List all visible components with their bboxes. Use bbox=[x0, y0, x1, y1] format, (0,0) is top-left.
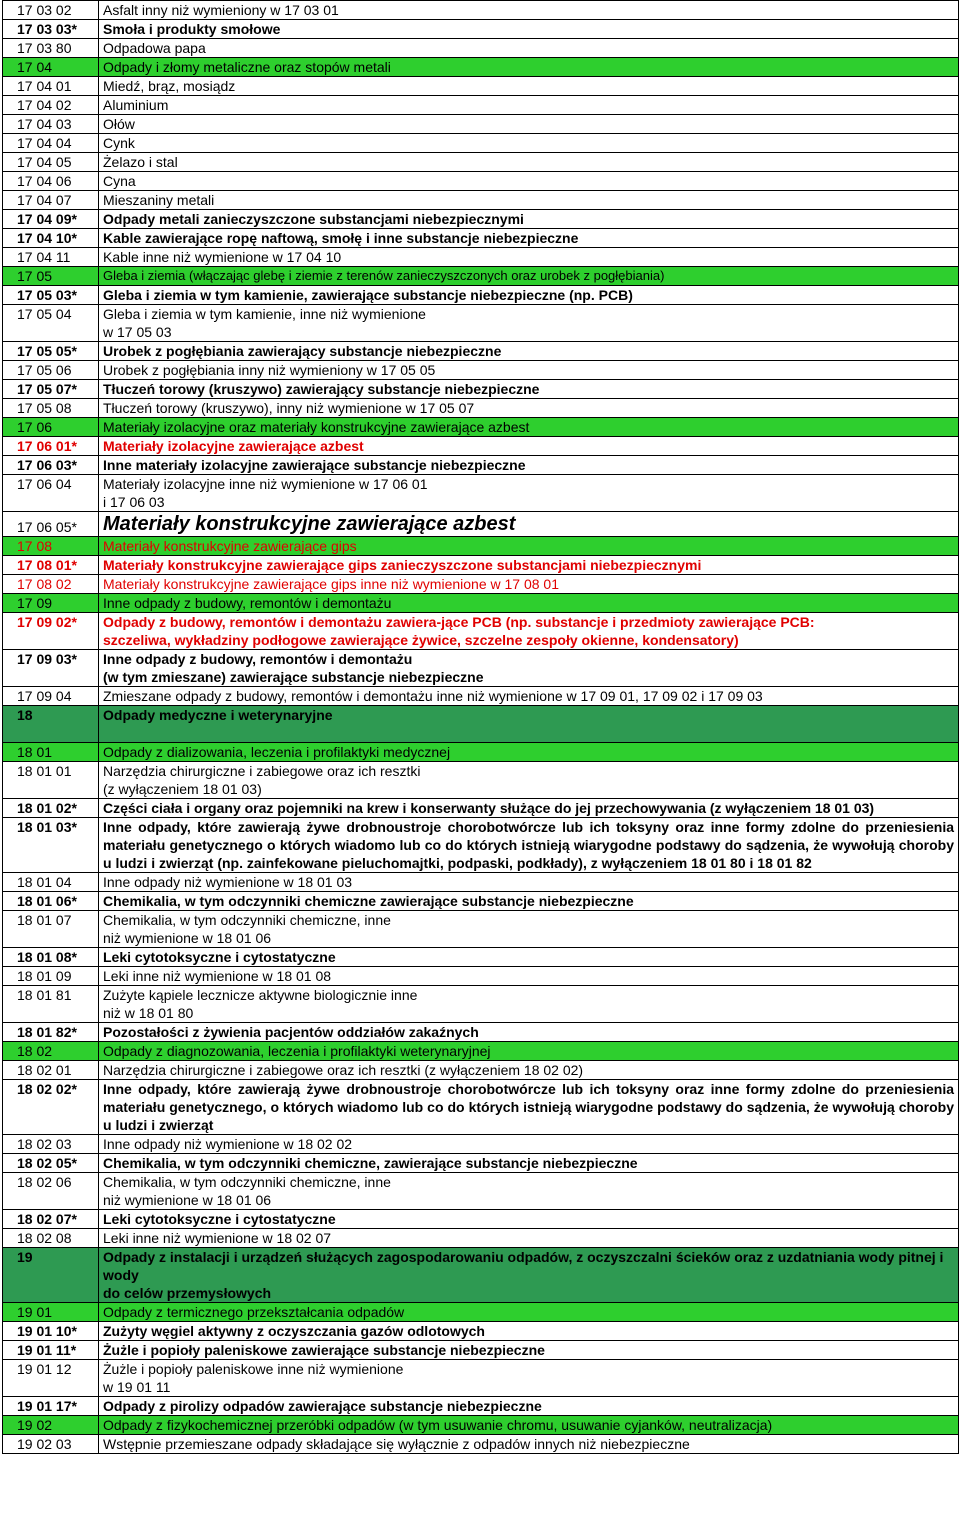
waste-description-cell: Inne materiały izolacyjne zawierające substancje niebezpieczne bbox=[99, 456, 959, 475]
waste-description-cell: Odpadowa papa bbox=[99, 39, 959, 58]
table-row bbox=[3, 743, 959, 762]
table-row bbox=[3, 1322, 959, 1341]
waste-code-cell: 19 01 17* bbox=[3, 1397, 99, 1416]
table-row bbox=[3, 1042, 959, 1061]
waste-code-cell: 17 05 bbox=[3, 267, 99, 286]
waste-code-cell: 17 09 04 bbox=[3, 687, 99, 706]
waste-code-cell: 17 05 04 bbox=[3, 305, 99, 342]
waste-code-table bbox=[2, 0, 959, 1454]
table-row bbox=[3, 575, 959, 594]
waste-description-cell: Leki inne niż wymienione w 18 02 07 bbox=[99, 1229, 959, 1248]
waste-description-cell: Inne odpady z budowy, remontów i demontażu (w tym zmieszane) zawierające substancje niebezpieczne bbox=[99, 650, 959, 687]
waste-description-cell: Gleba i ziemia w tym kamienie, zawierające substancje niebezpieczne (np. PCB) bbox=[99, 286, 959, 305]
waste-description-cell: Żużle i popioły paleniskowe zawierające substancje niebezpieczne bbox=[99, 1341, 959, 1360]
waste-code-cell: 18 02 03 bbox=[3, 1135, 99, 1154]
waste-code-cell: 18 01 09 bbox=[3, 967, 99, 986]
table-row bbox=[3, 115, 959, 134]
waste-code-cell: 17 06 03* bbox=[3, 456, 99, 475]
waste-description-cell: Chemikalia, w tym odczynniki chemiczne, zawierające substancje niebezpieczne bbox=[99, 1154, 959, 1173]
table-row bbox=[3, 911, 959, 948]
table-row bbox=[3, 650, 959, 687]
waste-code-cell: 17 09 02* bbox=[3, 613, 99, 650]
waste-description-cell: Inne odpady niż wymienione w 18 01 03 bbox=[99, 873, 959, 892]
waste-code-cell: 17 04 10* bbox=[3, 229, 99, 248]
waste-description-cell: Materiały izolacyjne oraz materiały konstrukcyjne zawierające azbest bbox=[99, 418, 959, 437]
waste-code-cell: 18 02 08 bbox=[3, 1229, 99, 1248]
waste-description-cell: Gleba i ziemia (włączając glebę i ziemie z terenów zanieczyszczonych oraz urobek z pogłębiania) bbox=[99, 267, 959, 286]
waste-code-cell: 17 03 02 bbox=[3, 1, 99, 20]
table-row bbox=[3, 799, 959, 818]
table-row bbox=[3, 1, 959, 20]
waste-code-cell: 17 04 02 bbox=[3, 96, 99, 115]
waste-description-cell: Odpady z fizykochemicznej przeróbki odpadów (w tym usuwanie chromu, usuwanie cyjanków, neutralizacja) bbox=[99, 1416, 959, 1435]
table-row bbox=[3, 305, 959, 342]
waste-description-cell: Materiały konstrukcyjne zawierające azbest bbox=[99, 512, 959, 537]
waste-code-cell: 17 04 07 bbox=[3, 191, 99, 210]
waste-description-cell: Gleba i ziemia w tym kamienie, inne niż wymienione w 17 05 03 bbox=[99, 305, 959, 342]
waste-code-cell: 18 bbox=[3, 706, 99, 743]
table-row bbox=[3, 1303, 959, 1322]
table-row bbox=[3, 1397, 959, 1416]
table-row bbox=[3, 20, 959, 39]
waste-code-cell: 18 01 81 bbox=[3, 986, 99, 1023]
waste-description-cell: Leki inne niż wymienione w 18 01 08 bbox=[99, 967, 959, 986]
waste-description-cell: Odpady z pirolizy odpadów zawierające substancje niebezpieczne bbox=[99, 1397, 959, 1416]
waste-description-cell: Zużyte kąpiele lecznicze aktywne biologicznie inne niż w 18 01 80 bbox=[99, 986, 959, 1023]
waste-description-cell: Części ciała i organy oraz pojemniki na krew i konserwanty służące do jej przechowywania (z wyłączeniem 18 01 03) bbox=[99, 799, 959, 818]
table-row bbox=[3, 1416, 959, 1435]
waste-code-cell: 17 08 bbox=[3, 537, 99, 556]
table-row bbox=[3, 687, 959, 706]
waste-description-cell: Inne odpady, które zawierają żywe drobnoustroje chorobotwórcze lub ich toksyny oraz inne formy zdolne do przeniesienia materiału genetycznego, o których wiadomo lub co do których istnieją wiarygodne podstawy do sądzenia, że wywołują choroby u ludzi i zwierząt bbox=[99, 1080, 959, 1135]
waste-description-cell: Narzędzia chirurgiczne i zabiegowe oraz ich resztki (z wyłączeniem 18 01 03) bbox=[99, 762, 959, 799]
table-row bbox=[3, 342, 959, 361]
waste-code-cell: 19 02 bbox=[3, 1416, 99, 1435]
waste-code-cell: 17 05 08 bbox=[3, 399, 99, 418]
waste-code-cell: 17 04 04 bbox=[3, 134, 99, 153]
waste-code-cell: 18 02 06 bbox=[3, 1173, 99, 1210]
waste-description-cell: Materiały izolacyjne zawierające azbest bbox=[99, 437, 959, 456]
table-row bbox=[3, 1360, 959, 1397]
table-row bbox=[3, 172, 959, 191]
waste-code-cell: 17 04 06 bbox=[3, 172, 99, 191]
waste-code-cell: 19 01 11* bbox=[3, 1341, 99, 1360]
waste-code-cell: 17 05 05* bbox=[3, 342, 99, 361]
table-row bbox=[3, 1248, 959, 1303]
table-row bbox=[3, 380, 959, 399]
table-row bbox=[3, 96, 959, 115]
waste-description-cell: Żelazo i stal bbox=[99, 153, 959, 172]
waste-code-cell: 18 02 bbox=[3, 1042, 99, 1061]
table-row bbox=[3, 556, 959, 575]
waste-code-table-body bbox=[3, 1, 959, 1454]
table-row bbox=[3, 1173, 959, 1210]
table-row bbox=[3, 437, 959, 456]
waste-code-cell: 17 05 07* bbox=[3, 380, 99, 399]
table-row bbox=[3, 229, 959, 248]
waste-code-cell: 17 06 bbox=[3, 418, 99, 437]
table-row bbox=[3, 762, 959, 799]
waste-description-cell: Materiały konstrukcyjne zawierające gips bbox=[99, 537, 959, 556]
table-row bbox=[3, 1080, 959, 1135]
table-row bbox=[3, 892, 959, 911]
table-row bbox=[3, 210, 959, 229]
table-row bbox=[3, 1135, 959, 1154]
waste-description-cell: Cynk bbox=[99, 134, 959, 153]
table-row bbox=[3, 1210, 959, 1229]
waste-description-cell: Odpady i złomy metaliczne oraz stopów metali bbox=[99, 58, 959, 77]
waste-code-cell: 18 02 05* bbox=[3, 1154, 99, 1173]
table-row bbox=[3, 39, 959, 58]
waste-code-cell: 17 06 05* bbox=[3, 512, 99, 537]
waste-code-cell: 17 04 05 bbox=[3, 153, 99, 172]
waste-description-cell: Aluminium bbox=[99, 96, 959, 115]
waste-description-cell: Wstępnie przemieszane odpady składające się wyłącznie z odpadów innych niż niebezpieczne bbox=[99, 1435, 959, 1454]
waste-code-cell: 18 02 07* bbox=[3, 1210, 99, 1229]
waste-description-cell: Odpady z instalacji i urządzeń służących zagospodarowaniu odpadów, z oczyszczalni ścieków oraz z uzdatniania wody pitnej i wody do celów przemysłowych bbox=[99, 1248, 959, 1303]
waste-description-cell: Inne odpady niż wymienione w 18 02 02 bbox=[99, 1135, 959, 1154]
table-row bbox=[3, 1154, 959, 1173]
waste-description-cell: Chemikalia, w tym odczynniki chemiczne, inne niż wymienione w 18 01 06 bbox=[99, 1173, 959, 1210]
waste-code-cell: 17 04 bbox=[3, 58, 99, 77]
waste-code-cell: 17 08 02 bbox=[3, 575, 99, 594]
table-row bbox=[3, 248, 959, 267]
waste-description-cell: Materiały konstrukcyjne zawierające gips inne niż wymienione w 17 08 01 bbox=[99, 575, 959, 594]
waste-code-cell: 18 02 02* bbox=[3, 1080, 99, 1135]
table-row bbox=[3, 967, 959, 986]
table-row bbox=[3, 58, 959, 77]
table-row bbox=[3, 456, 959, 475]
table-row bbox=[3, 537, 959, 556]
table-row bbox=[3, 1229, 959, 1248]
waste-description-cell: Zużyty węgiel aktywny z oczyszczania gazów odlotowych bbox=[99, 1322, 959, 1341]
waste-description-cell: Odpady metali zanieczyszczone substancjami niebezpiecznymi bbox=[99, 210, 959, 229]
table-row bbox=[3, 986, 959, 1023]
table-row bbox=[3, 191, 959, 210]
waste-code-cell: 19 01 12 bbox=[3, 1360, 99, 1397]
table-row bbox=[3, 1341, 959, 1360]
waste-code-cell: 17 05 06 bbox=[3, 361, 99, 380]
waste-description-cell: Kable zawierające ropę naftową, smołę i inne substancje niebezpieczne bbox=[99, 229, 959, 248]
table-row bbox=[3, 399, 959, 418]
waste-code-cell: 17 03 03* bbox=[3, 20, 99, 39]
table-row bbox=[3, 475, 959, 512]
table-row bbox=[3, 361, 959, 380]
waste-code-cell: 18 01 01 bbox=[3, 762, 99, 799]
waste-description-cell: Odpady z termicznego przekształcania odpadów bbox=[99, 1303, 959, 1322]
waste-code-cell: 18 01 06* bbox=[3, 892, 99, 911]
waste-description-cell: Chemikalia, w tym odczynniki chemiczne zawierające substancje niebezpieczne bbox=[99, 892, 959, 911]
waste-description-cell: Ołów bbox=[99, 115, 959, 134]
waste-description-cell: Odpady z dializowania, leczenia i profilaktyki medycznej bbox=[99, 743, 959, 762]
waste-code-cell: 18 01 07 bbox=[3, 911, 99, 948]
waste-code-cell: 17 09 03* bbox=[3, 650, 99, 687]
waste-code-cell: 17 06 01* bbox=[3, 437, 99, 456]
waste-code-cell: 18 01 bbox=[3, 743, 99, 762]
waste-description-cell: Tłuczeń torowy (kruszywo), inny niż wymienione w 17 05 07 bbox=[99, 399, 959, 418]
table-row bbox=[3, 1023, 959, 1042]
waste-code-cell: 17 04 11 bbox=[3, 248, 99, 267]
table-row bbox=[3, 77, 959, 96]
table-row bbox=[3, 512, 959, 537]
waste-code-cell: 17 05 03* bbox=[3, 286, 99, 305]
table-row bbox=[3, 1435, 959, 1454]
table-row bbox=[3, 706, 959, 743]
waste-code-cell: 18 02 01 bbox=[3, 1061, 99, 1080]
waste-description-cell: Leki cytotoksyczne i cytostatyczne bbox=[99, 948, 959, 967]
waste-description-cell: Urobek z pogłębiania inny niż wymieniony w 17 05 05 bbox=[99, 361, 959, 380]
waste-description-cell: Inne odpady, które zawierają żywe drobnoustroje chorobotwórcze lub ich toksyny oraz inne formy zdolne do przeniesienia materiału genetycznego o których wiadomo lub co do których istnieją wiarygodne podstawy do sądzenia, że wywołują choroby u ludzi i zwierząt (np. zainfekowane pieluchomajtki, podpaski, podkłady), z wyłączeniem 18 01 80 i 18 01 82 bbox=[99, 818, 959, 873]
table-row bbox=[3, 1061, 959, 1080]
waste-description-cell: Materiały konstrukcyjne zawierające gips zanieczyszczone substancjami niebezpiecznymi bbox=[99, 556, 959, 575]
waste-description-cell: Pozostałości z żywienia pacjentów oddziałów zakaźnych bbox=[99, 1023, 959, 1042]
table-row bbox=[3, 267, 959, 286]
waste-code-cell: 17 03 80 bbox=[3, 39, 99, 58]
waste-description-cell: Zmieszane odpady z budowy, remontów i demontażu inne niż wymienione w 17 09 01, 17 09 02 i 17 09 03 bbox=[99, 687, 959, 706]
table-row bbox=[3, 153, 959, 172]
waste-code-cell: 19 bbox=[3, 1248, 99, 1303]
waste-code-cell: 17 04 09* bbox=[3, 210, 99, 229]
waste-code-cell: 17 06 04 bbox=[3, 475, 99, 512]
table-row bbox=[3, 818, 959, 873]
waste-code-cell: 17 04 03 bbox=[3, 115, 99, 134]
waste-description-cell: Tłuczeń torowy (kruszywo) zawierający substancje niebezpieczne bbox=[99, 380, 959, 399]
waste-code-cell: 17 09 bbox=[3, 594, 99, 613]
waste-code-cell: 17 04 01 bbox=[3, 77, 99, 96]
waste-description-cell: Inne odpady z budowy, remontów i demontażu bbox=[99, 594, 959, 613]
waste-description-cell: Mieszaniny metali bbox=[99, 191, 959, 210]
waste-description-cell: Odpady medyczne i weterynaryjne bbox=[99, 706, 959, 743]
waste-description-cell: Narzędzia chirurgiczne i zabiegowe oraz ich resztki (z wyłączeniem 18 02 02) bbox=[99, 1061, 959, 1080]
table-row bbox=[3, 948, 959, 967]
table-row bbox=[3, 613, 959, 650]
waste-description-cell: Urobek z pogłębiania zawierający substancje niebezpieczne bbox=[99, 342, 959, 361]
waste-description-cell: Cyna bbox=[99, 172, 959, 191]
waste-description-cell: Materiały izolacyjne inne niż wymienione w 17 06 01 i 17 06 03 bbox=[99, 475, 959, 512]
waste-description-cell: Chemikalia, w tym odczynniki chemiczne, inne niż wymienione w 18 01 06 bbox=[99, 911, 959, 948]
waste-code-cell: 19 01 bbox=[3, 1303, 99, 1322]
waste-description-cell: Odpady z diagnozowania, leczenia i profilaktyki weterynaryjnej bbox=[99, 1042, 959, 1061]
table-row bbox=[3, 286, 959, 305]
table-row bbox=[3, 134, 959, 153]
table-row bbox=[3, 418, 959, 437]
waste-description-cell: Miedź, brąz, mosiądz bbox=[99, 77, 959, 96]
table-row bbox=[3, 594, 959, 613]
waste-description-cell: Kable inne niż wymienione w 17 04 10 bbox=[99, 248, 959, 267]
waste-code-cell: 19 02 03 bbox=[3, 1435, 99, 1454]
waste-code-cell: 19 01 10* bbox=[3, 1322, 99, 1341]
table-row bbox=[3, 873, 959, 892]
waste-description-cell: Asfalt inny niż wymieniony w 17 03 01 bbox=[99, 1, 959, 20]
waste-description-cell: Smoła i produkty smołowe bbox=[99, 20, 959, 39]
waste-code-cell: 18 01 08* bbox=[3, 948, 99, 967]
waste-description-cell: Leki cytotoksyczne i cytostatyczne bbox=[99, 1210, 959, 1229]
waste-description-cell: Żużle i popioły paleniskowe inne niż wymienione w 19 01 11 bbox=[99, 1360, 959, 1397]
waste-code-cell: 18 01 04 bbox=[3, 873, 99, 892]
waste-code-cell: 18 01 02* bbox=[3, 799, 99, 818]
waste-code-cell: 18 01 03* bbox=[3, 818, 99, 873]
waste-code-cell: 17 08 01* bbox=[3, 556, 99, 575]
waste-code-cell: 18 01 82* bbox=[3, 1023, 99, 1042]
waste-description-cell: Odpady z budowy, remontów i demontażu zawiera-jące PCB (np. substancje i przedmioty zawierające PCB: szczeliwa, wykładziny podłogowe zawierające żywice, szczelne zespoły okienne, kondensatory) bbox=[99, 613, 959, 650]
